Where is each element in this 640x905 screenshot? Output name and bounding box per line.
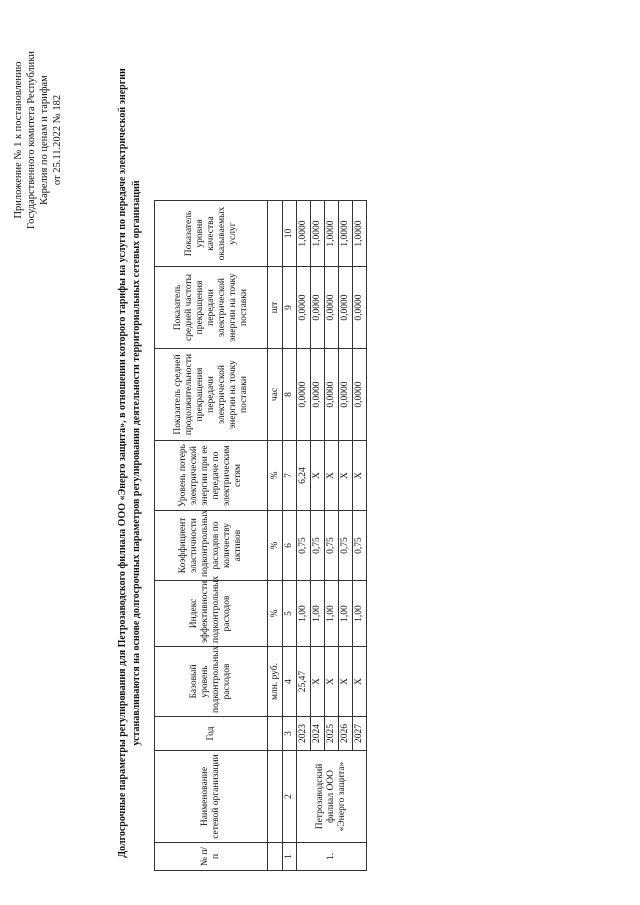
loss-level-cell: X	[325, 441, 339, 511]
appendix-line-1: Приложение № 1 к постановлению	[13, 61, 24, 219]
elasticity-coef-cell: 0,75	[297, 511, 311, 581]
column-number: 6	[283, 511, 297, 581]
duration-cell: 0,0000	[353, 349, 367, 441]
base-level-cell: X	[311, 647, 325, 717]
base-level-cell: X	[325, 647, 339, 717]
efficiency-index-cell: 1,00	[311, 581, 325, 647]
quality-cell: 1,0000	[325, 201, 339, 267]
base-level-cell: 25,47	[297, 647, 311, 717]
year-cell: 2023	[297, 717, 311, 751]
elasticity-coef-cell: 0,75	[353, 511, 367, 581]
frequency-cell: 0,0000	[311, 267, 325, 349]
year-cell: 2024	[311, 717, 325, 751]
header-cell: Уровень потерь электрической энергии при ее передаче по электрическим сетям	[155, 441, 268, 511]
frequency-cell: 0,0000	[353, 267, 367, 349]
elasticity-coef-cell: 0,75	[339, 511, 353, 581]
loss-level-cell: X	[339, 441, 353, 511]
year-cell: 2027	[353, 717, 367, 751]
rotated-page	[6, 13, 626, 893]
unit-cell	[268, 751, 283, 843]
frequency-cell: 0,0000	[339, 267, 353, 349]
quality-cell: 1,0000	[353, 201, 367, 267]
appendix-line-3: Карелия по ценам и тарифам	[39, 75, 50, 205]
column-number: 4	[283, 647, 297, 717]
unit-cell: %	[268, 511, 283, 581]
column-numbers-row	[283, 201, 297, 871]
duration-cell: 0,0000	[339, 349, 353, 441]
frequency-cell: 0,0000	[325, 267, 339, 349]
unit-cell: %	[268, 581, 283, 647]
column-number: 7	[283, 441, 297, 511]
header-cell: Индекс эффективности подконтрольных расходов	[155, 581, 268, 647]
units-row	[268, 201, 283, 871]
loss-level-cell: 6,24	[297, 441, 311, 511]
duration-cell: 0,0000	[297, 349, 311, 441]
header-cell: Показатель средней продолжительности прекращения передачи электрической энергии на точку поставки	[155, 349, 268, 441]
unit-cell: шт	[268, 267, 283, 349]
unit-cell: млн. руб.	[268, 647, 283, 717]
loss-level-cell: X	[353, 441, 367, 511]
heading-line-1: Долгосрочные параметры регулирования для Петрозаводского филиала ООО «Энерго защита», в отношении которого тарифы на услуги по передаче электрической энергии	[117, 68, 128, 858]
unit-cell	[268, 201, 283, 267]
header-cell: Наименование сетевой организации	[155, 751, 268, 843]
loss-level-cell: X	[311, 441, 325, 511]
elasticity-coef-cell: 0,75	[325, 511, 339, 581]
column-number: 1	[283, 843, 297, 871]
heading-line-2: устанавливаются на основе долгосрочных параметров регулирования деятельности территориальных сетевых организаций	[131, 180, 142, 746]
base-level-cell: X	[353, 647, 367, 717]
header-cell: Коэффициент эластичности подконтрольных расходов по количеству активов	[155, 511, 268, 581]
header-row	[155, 201, 268, 871]
unit-cell	[268, 843, 283, 871]
column-number: 3	[283, 717, 297, 751]
header-cell: № п/п	[155, 843, 268, 871]
quality-cell: 1,0000	[297, 201, 311, 267]
row-number: 1.	[297, 843, 367, 871]
header-cell: Показатель уровня качества оказываемых услуг	[155, 201, 268, 267]
year-cell: 2026	[339, 717, 353, 751]
column-number: 5	[283, 581, 297, 647]
appendix-note	[12, 35, 64, 245]
column-number: 2	[283, 751, 297, 843]
quality-cell: 1,0000	[311, 201, 325, 267]
header-cell: Базовый уровень подконтрольных расходов	[155, 647, 268, 717]
header-cell: Показатель средней частоты прекращения передачи электрической энергии на точку поставки	[155, 267, 268, 349]
appendix-line-4: от 25.11.2022 № 182	[52, 94, 63, 186]
column-number: 9	[283, 267, 297, 349]
appendix-line-2: Государственного комитета Республики	[26, 50, 37, 230]
base-level-cell: X	[339, 647, 353, 717]
header-cell: Год	[155, 717, 268, 751]
duration-cell: 0,0000	[311, 349, 325, 441]
organization-name: Петрозаводский филиал ООО «Энерго защита»	[297, 751, 367, 843]
unit-cell: %	[268, 441, 283, 511]
unit-cell	[268, 717, 283, 751]
parameters-table	[154, 200, 367, 871]
efficiency-index-cell: 1,00	[353, 581, 367, 647]
elasticity-coef-cell: 0,75	[311, 511, 325, 581]
year-cell: 2025	[325, 717, 339, 751]
quality-cell: 1,0000	[339, 201, 353, 267]
unit-cell: час	[268, 349, 283, 441]
column-number: 10	[283, 201, 297, 267]
frequency-cell: 0,0000	[297, 267, 311, 349]
efficiency-index-cell: 1,00	[297, 581, 311, 647]
table-row	[297, 201, 311, 871]
column-number: 8	[283, 349, 297, 441]
duration-cell: 0,0000	[325, 349, 339, 441]
efficiency-index-cell: 1,00	[339, 581, 353, 647]
efficiency-index-cell: 1,00	[325, 581, 339, 647]
document-heading	[116, 53, 144, 873]
